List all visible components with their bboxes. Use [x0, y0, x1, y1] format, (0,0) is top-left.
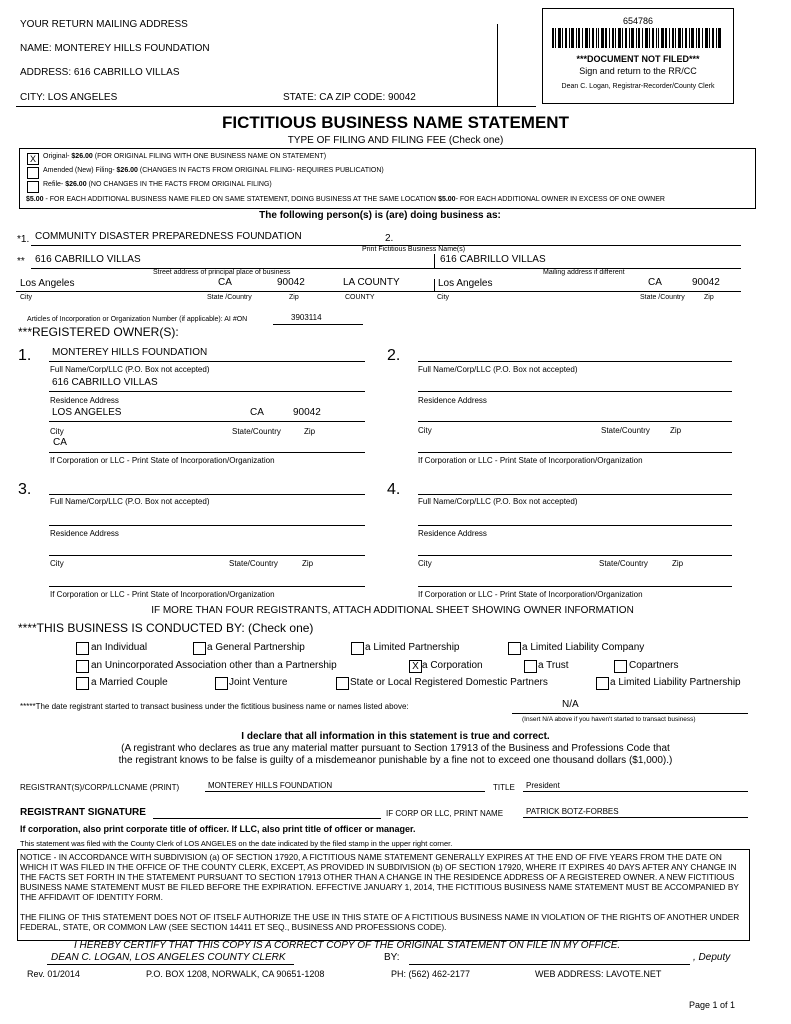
notice-text-2: THE FILING OF THIS STATEMENT DOES NOT OF ITSELF AUTHORIZE THE USE IN THIS STATE OF A FICTITIOUS BUSINESS NAME IN VIOLATION OF THE RIGHTS OF ANOTHER UNDER FEDERAL, STATE, OR COMMON LAW (SEE SECTION 14411 ET SEQ., BUSINESS AND PROFESSIONS CODE).: [20, 912, 740, 932]
amended-option: [43, 167, 384, 174]
owner-2-lbl-state: State/Country: [601, 426, 650, 435]
signature-label: REGISTRANT SIGNATURE: [20, 807, 146, 818]
owner-3-lbl-city: City: [50, 559, 64, 568]
owner-1-number: 1.: [18, 347, 32, 364]
owner-1-residence[interactable]: 616 CABRILLO VILLAS: [52, 377, 158, 388]
lbl-county: COUNTY: [345, 294, 375, 301]
return-state-zip: STATE: CA ZIP CODE: 90042: [283, 92, 416, 103]
lbl-mzip: Zip: [704, 294, 714, 301]
llp-checkbox[interactable]: [596, 677, 609, 690]
business-county[interactable]: LA COUNTY: [343, 277, 400, 288]
footer-rev: Rev. 01/2014: [27, 969, 80, 979]
owner-4-name-label: Full Name/Corp/LLC (P.O. Box not accepted): [418, 497, 578, 506]
page-title: FICTITIOUS BUSINESS NAME STATEMENT: [222, 113, 569, 132]
print-name-label: Print Fictitious Business Name(s): [362, 246, 466, 253]
original-label: Original-: [43, 153, 72, 160]
owner-3-city-line: [49, 555, 365, 556]
add-fee-2: $5.00: [438, 196, 456, 203]
start-date-label: *****The date registrant started to transact business under the fictitious business name or names listed above:: [20, 702, 409, 711]
return-city: CITY: LOS ANGELES: [20, 92, 118, 103]
owner-1-city[interactable]: LOS ANGELES: [52, 407, 122, 418]
domestic-partners-label: State or Local Registered Domestic Partners: [350, 677, 548, 688]
signature-line[interactable]: [153, 818, 381, 819]
owner-1-lbl-city: City: [50, 427, 64, 436]
start-date-value[interactable]: N/A: [562, 699, 579, 710]
street-address[interactable]: 616 CABRILLO VILLAS: [35, 254, 141, 265]
mailing-city[interactable]: Los Angeles: [438, 278, 493, 289]
owner-2-lbl-city: City: [418, 426, 432, 435]
divider: [434, 279, 435, 291]
stamp-number: 654786: [622, 16, 654, 26]
articles-label: Articles of Incorporation or Organization Number (if applicable): AI #ON: [27, 316, 248, 323]
street-label: Street address of principal place of business: [153, 269, 291, 276]
owner-2-name-line: [418, 361, 732, 362]
owner-2-res-line: [418, 391, 732, 392]
stamp-sign-return: Sign and return to the RR/CC: [579, 66, 697, 76]
married-couple-checkbox[interactable]: [76, 677, 89, 690]
trust-checkbox[interactable]: [524, 660, 537, 673]
title-label: TITLE: [493, 783, 515, 792]
owner-3-inc-label: If Corporation or LLC - Print State of Incorporation/Organization: [50, 590, 275, 599]
amended-checkbox[interactable]: [27, 167, 39, 179]
copartners-label: Copartners: [629, 660, 679, 671]
owners-heading: ***REGISTERED OWNER(S):: [18, 325, 179, 339]
mailing-zip[interactable]: 90042: [692, 277, 720, 288]
owner-2-name-label: Full Name/Corp/LLC (P.O. Box not accepted): [418, 365, 578, 374]
footer-pobox: P.O. BOX 1208, NORWALK, CA 90651-1208: [146, 969, 325, 979]
owner-2-number: 2.: [387, 347, 401, 364]
owner-1-lbl-state: State/Country: [232, 427, 281, 436]
individual-label: an Individual: [91, 642, 148, 653]
refile-checkbox[interactable]: [27, 181, 39, 193]
mailing-label: Mailing address if different: [543, 269, 625, 276]
limited-partnership-label: a Limited Partnership: [365, 642, 460, 653]
corp-print-name-value[interactable]: PATRICK BOTZ-FORBES: [526, 807, 619, 816]
owner-4-number: 4.: [387, 481, 401, 498]
business-state[interactable]: CA: [218, 277, 232, 288]
corp-print-name-label: IF CORP OR LLC, PRINT NAME: [386, 809, 504, 818]
amended-label: Amended (New) Filing-: [43, 167, 117, 174]
city-line: [16, 291, 741, 292]
lbl-mcity: City: [437, 294, 450, 301]
owner-1-name[interactable]: MONTEREY HILLS FOUNDATION: [52, 347, 208, 358]
add-fee-1: $5.00: [26, 196, 44, 203]
owner-4-lbl-city: City: [418, 559, 432, 568]
owner-3-name-line: [49, 494, 365, 495]
lbl-zip: Zip: [289, 294, 299, 301]
original-fee: $26.00: [71, 153, 93, 160]
title-line: [523, 791, 748, 792]
articles-line: [273, 324, 363, 325]
limited-partnership-checkbox[interactable]: [351, 642, 364, 655]
registrant-name-label: REGISTRANT(S)/CORP/LLCNAME (PRINT): [20, 783, 180, 792]
joint-venture-checkbox[interactable]: [215, 677, 228, 690]
original-checkbox[interactable]: X: [27, 153, 39, 165]
stamp-clerk: Dean C. Logan, Registrar-Recorder/County Clerk: [561, 83, 715, 90]
owner-3-name-label: Full Name/Corp/LLC (P.O. Box not accepted): [50, 497, 210, 506]
divider: [16, 106, 536, 107]
corp-officer-note: If corporation, also print corporate title of officer. If LLC, also print title of officer or manager.: [20, 824, 416, 834]
mailing-address[interactable]: 616 CABRILLO VILLAS: [440, 254, 546, 265]
owner-1-zip[interactable]: 90042: [293, 407, 321, 418]
owner-3-res-line: [49, 525, 365, 526]
domestic-partners-checkbox[interactable]: [336, 677, 349, 690]
general-partnership-checkbox[interactable]: [193, 642, 206, 655]
refile-option: [43, 181, 272, 188]
return-title: YOUR RETURN MAILING ADDRESS: [20, 19, 188, 30]
married-couple-label: a Married Couple: [91, 677, 168, 688]
business-city[interactable]: Los Angeles: [20, 278, 75, 289]
conducted-heading: ****THIS BUSINESS IS CONDUCTED BY: (Check one): [18, 621, 314, 635]
owner-1-lbl-zip: Zip: [304, 427, 316, 436]
barcode: [552, 28, 722, 48]
owner-2-inc-label: If Corporation or LLC - Print State of Incorporation/Organization: [418, 456, 643, 465]
registrant-line: [205, 791, 485, 792]
notice-text: NOTICE - IN ACCORDANCE WITH SUBDIVISION (a) OF SECTION 17920, A FICTITIOUS NAME STATEMENT GENERALLY EXPIRES AT THE END OF FIVE YEARS FROM THE DATE ON WHICH IT WAS FILED IN THE OFFICE OF THE COUNTY CLERK, EXCEPT, AS PROVIDED IN SUBDIVISION (b) OF SECTION 17920, WHERE IT EXPIRES 40 DAYS AFTER ANY CHANGE IN THE FACTS SET FORTH IN THE STATEMENT PURSUANT TO SECTION 17913 OTHER THAN A CHANGE IN THE RESIDENCE ADDRESS OF A REGISTERED OWNER. A NEW FICTITIOUS BUSINESS NAME STATEMENT MUST BE FILED BEFORE THE EXPIRATION. EFFECTIVE JANUARY 1, 2014, THE FICTITIOUS BUSINESS NAME STATEMENT MUST BE ACCOMPANIED BY THE AFFIDAVIT OF IDENTITY FORM.: [20, 852, 739, 902]
owner-4-res-line: [418, 525, 732, 526]
original-desc: (FOR ORIGINAL FILING WITH ONE BUSINESS NAME ON STATEMENT): [92, 153, 327, 160]
owner-2-inc-line: [418, 452, 732, 453]
unincorporated-checkbox[interactable]: [76, 660, 89, 673]
footer-phone: PH: (562) 462-2177: [391, 969, 471, 979]
certify-deputy: , Deputy: [693, 952, 731, 963]
llc-checkbox[interactable]: [508, 642, 521, 655]
refile-label: Refile-: [43, 181, 66, 188]
owner-4-city-line: [418, 555, 732, 556]
owner-3-lbl-state: State/Country: [229, 559, 278, 568]
business-zip[interactable]: 90042: [277, 277, 305, 288]
owner-3-inc-line: [49, 586, 365, 587]
owner-3-lbl-zip: Zip: [302, 559, 314, 568]
return-address: ADDRESS: 616 CABRILLO VILLAS: [20, 67, 180, 78]
lbl-state: State /Country: [207, 294, 252, 301]
declaration-line-3: the registrant knows to be false is guilty of a misdemeanor punishable by a fine not to exceed one thousand dollars ($1,000).): [118, 755, 673, 766]
corporation-checkbox[interactable]: X: [409, 660, 422, 673]
title-value[interactable]: President: [526, 781, 560, 790]
divider: [434, 254, 435, 269]
start-date-note: (Insert N/A above if you haven't started to transact business): [522, 716, 696, 723]
filed-note: This statement was filed with the County Clerk of LOS ANGELES on the date indicated by the filed stamp in the upper right corner.: [20, 839, 453, 848]
divider: [497, 24, 498, 106]
business-marker-2: 2.: [385, 233, 394, 244]
general-partnership-label: a General Partnership: [207, 642, 305, 653]
llc-label: a Limited Liability Company: [522, 642, 645, 653]
filing-type-heading: TYPE OF FILING AND FILING FEE (Check one): [287, 135, 504, 146]
corporation-label: a Corporation: [422, 660, 483, 671]
joint-venture-label: Joint Venture: [229, 677, 288, 688]
certify-by: BY:: [384, 952, 400, 963]
owner-1-inc-line: [49, 452, 365, 453]
owner-3-res-label: Residence Address: [50, 529, 119, 538]
owner-3-number: 3.: [18, 481, 32, 498]
amended-desc: (CHANGES IN FACTS FROM ORIGINAL FILING- REQUIRES PUBLICATION): [137, 167, 384, 174]
owner-4-lbl-zip: Zip: [672, 559, 684, 568]
footer-web: WEB ADDRESS: LAVOTE.NET: [535, 969, 662, 979]
owner-1-name-label: Full Name/Corp/LLC (P.O. Box not accepted): [50, 365, 210, 374]
owner-1-res-line: [49, 391, 365, 392]
refile-desc: (NO CHANGES IN THE FACTS FROM ORIGINAL FILING): [86, 181, 272, 188]
owner-4-inc-label: If Corporation or LLC - Print State of Incorporation/Organization: [418, 590, 643, 599]
business-marker-1: *1.: [17, 234, 30, 245]
business-heading: The following person(s) is (are) doing business as:: [259, 210, 501, 221]
owner-1-city-line: [49, 421, 365, 422]
business-name-1[interactable]: COMMUNITY DISASTER PREPAREDNESS FOUNDATION: [35, 231, 302, 242]
footer-page: Page 1 of 1: [689, 1000, 736, 1010]
return-name: NAME: MONTEREY HILLS FOUNDATION: [20, 43, 210, 54]
articles-number[interactable]: 3903114: [291, 313, 322, 322]
additional-fee-note: [26, 196, 665, 203]
copartners-checkbox[interactable]: [614, 660, 627, 673]
declaration-heading: I declare that all information in this statement is true and correct.: [241, 731, 550, 742]
address-marker: **: [17, 256, 25, 267]
deputy-line: [409, 964, 690, 965]
declaration-line-2: (A registrant who declares as true any material matter pursuant to Section 17913 of the Business and Professions Code that: [121, 743, 670, 754]
mailing-state[interactable]: CA: [648, 277, 662, 288]
corp-name-line: [523, 817, 748, 818]
refile-fee: $26.00: [65, 181, 87, 188]
certify-clerk: DEAN C. LOGAN, LOS ANGELES COUNTY CLERK: [51, 952, 286, 963]
amended-fee: $26.00: [116, 167, 138, 174]
owner-4-res-label: Residence Address: [418, 529, 487, 538]
start-date-line: [512, 713, 748, 714]
unincorporated-label: an Unincorporated Association other than a Partnership: [91, 660, 337, 671]
owner-4-inc-line: [418, 586, 732, 587]
llp-label: a Limited Liability Partnership: [610, 677, 741, 688]
owner-1-inc-state[interactable]: CA: [53, 437, 67, 448]
street-line: [31, 268, 741, 269]
owner-1-state[interactable]: CA: [250, 407, 264, 418]
owner-1-name-line: [49, 361, 365, 362]
certify-line: I HEREBY CERTIFY THAT THIS COPY IS A CORRECT COPY OF THE ORIGINAL STATEMENT ON FILE IN MY OFFICE.: [74, 940, 621, 951]
owner-2-city-line: [418, 421, 732, 422]
trust-label: a Trust: [538, 660, 569, 671]
lbl-city: City: [20, 294, 33, 301]
owner-4-name-line: [418, 494, 732, 495]
stamp-not-filed: ***DOCUMENT NOT FILED***: [576, 54, 700, 64]
owner-1-inc-label: If Corporation or LLC - Print State of Incorporation/Organization: [50, 456, 275, 465]
owner-2-lbl-zip: Zip: [670, 426, 682, 435]
individual-checkbox[interactable]: [76, 642, 89, 655]
owner-4-lbl-state: State/Country: [599, 559, 648, 568]
owner-2-res-label: Residence Address: [418, 396, 487, 405]
add-desc-1: - FOR EACH ADDITIONAL BUSINESS NAME FILED ON SAME STATEMENT, DOING BUSINESS AT THE SAME LOCATION: [43, 196, 439, 203]
add-desc-2: - FOR EACH ADDITIONAL OWNER IN EXCESS OF ONE OWNER: [455, 196, 665, 203]
more-registrants-note: IF MORE THAN FOUR REGISTRANTS, ATTACH ADDITIONAL SHEET SHOWING OWNER INFORMATION: [151, 605, 634, 616]
original-option: [43, 153, 326, 160]
registrant-name-value[interactable]: MONTEREY HILLS FOUNDATION: [208, 781, 333, 790]
owner-1-res-label: Residence Address: [50, 396, 119, 405]
clerk-line: [47, 964, 294, 965]
lbl-mstate: State /Country: [640, 294, 685, 301]
